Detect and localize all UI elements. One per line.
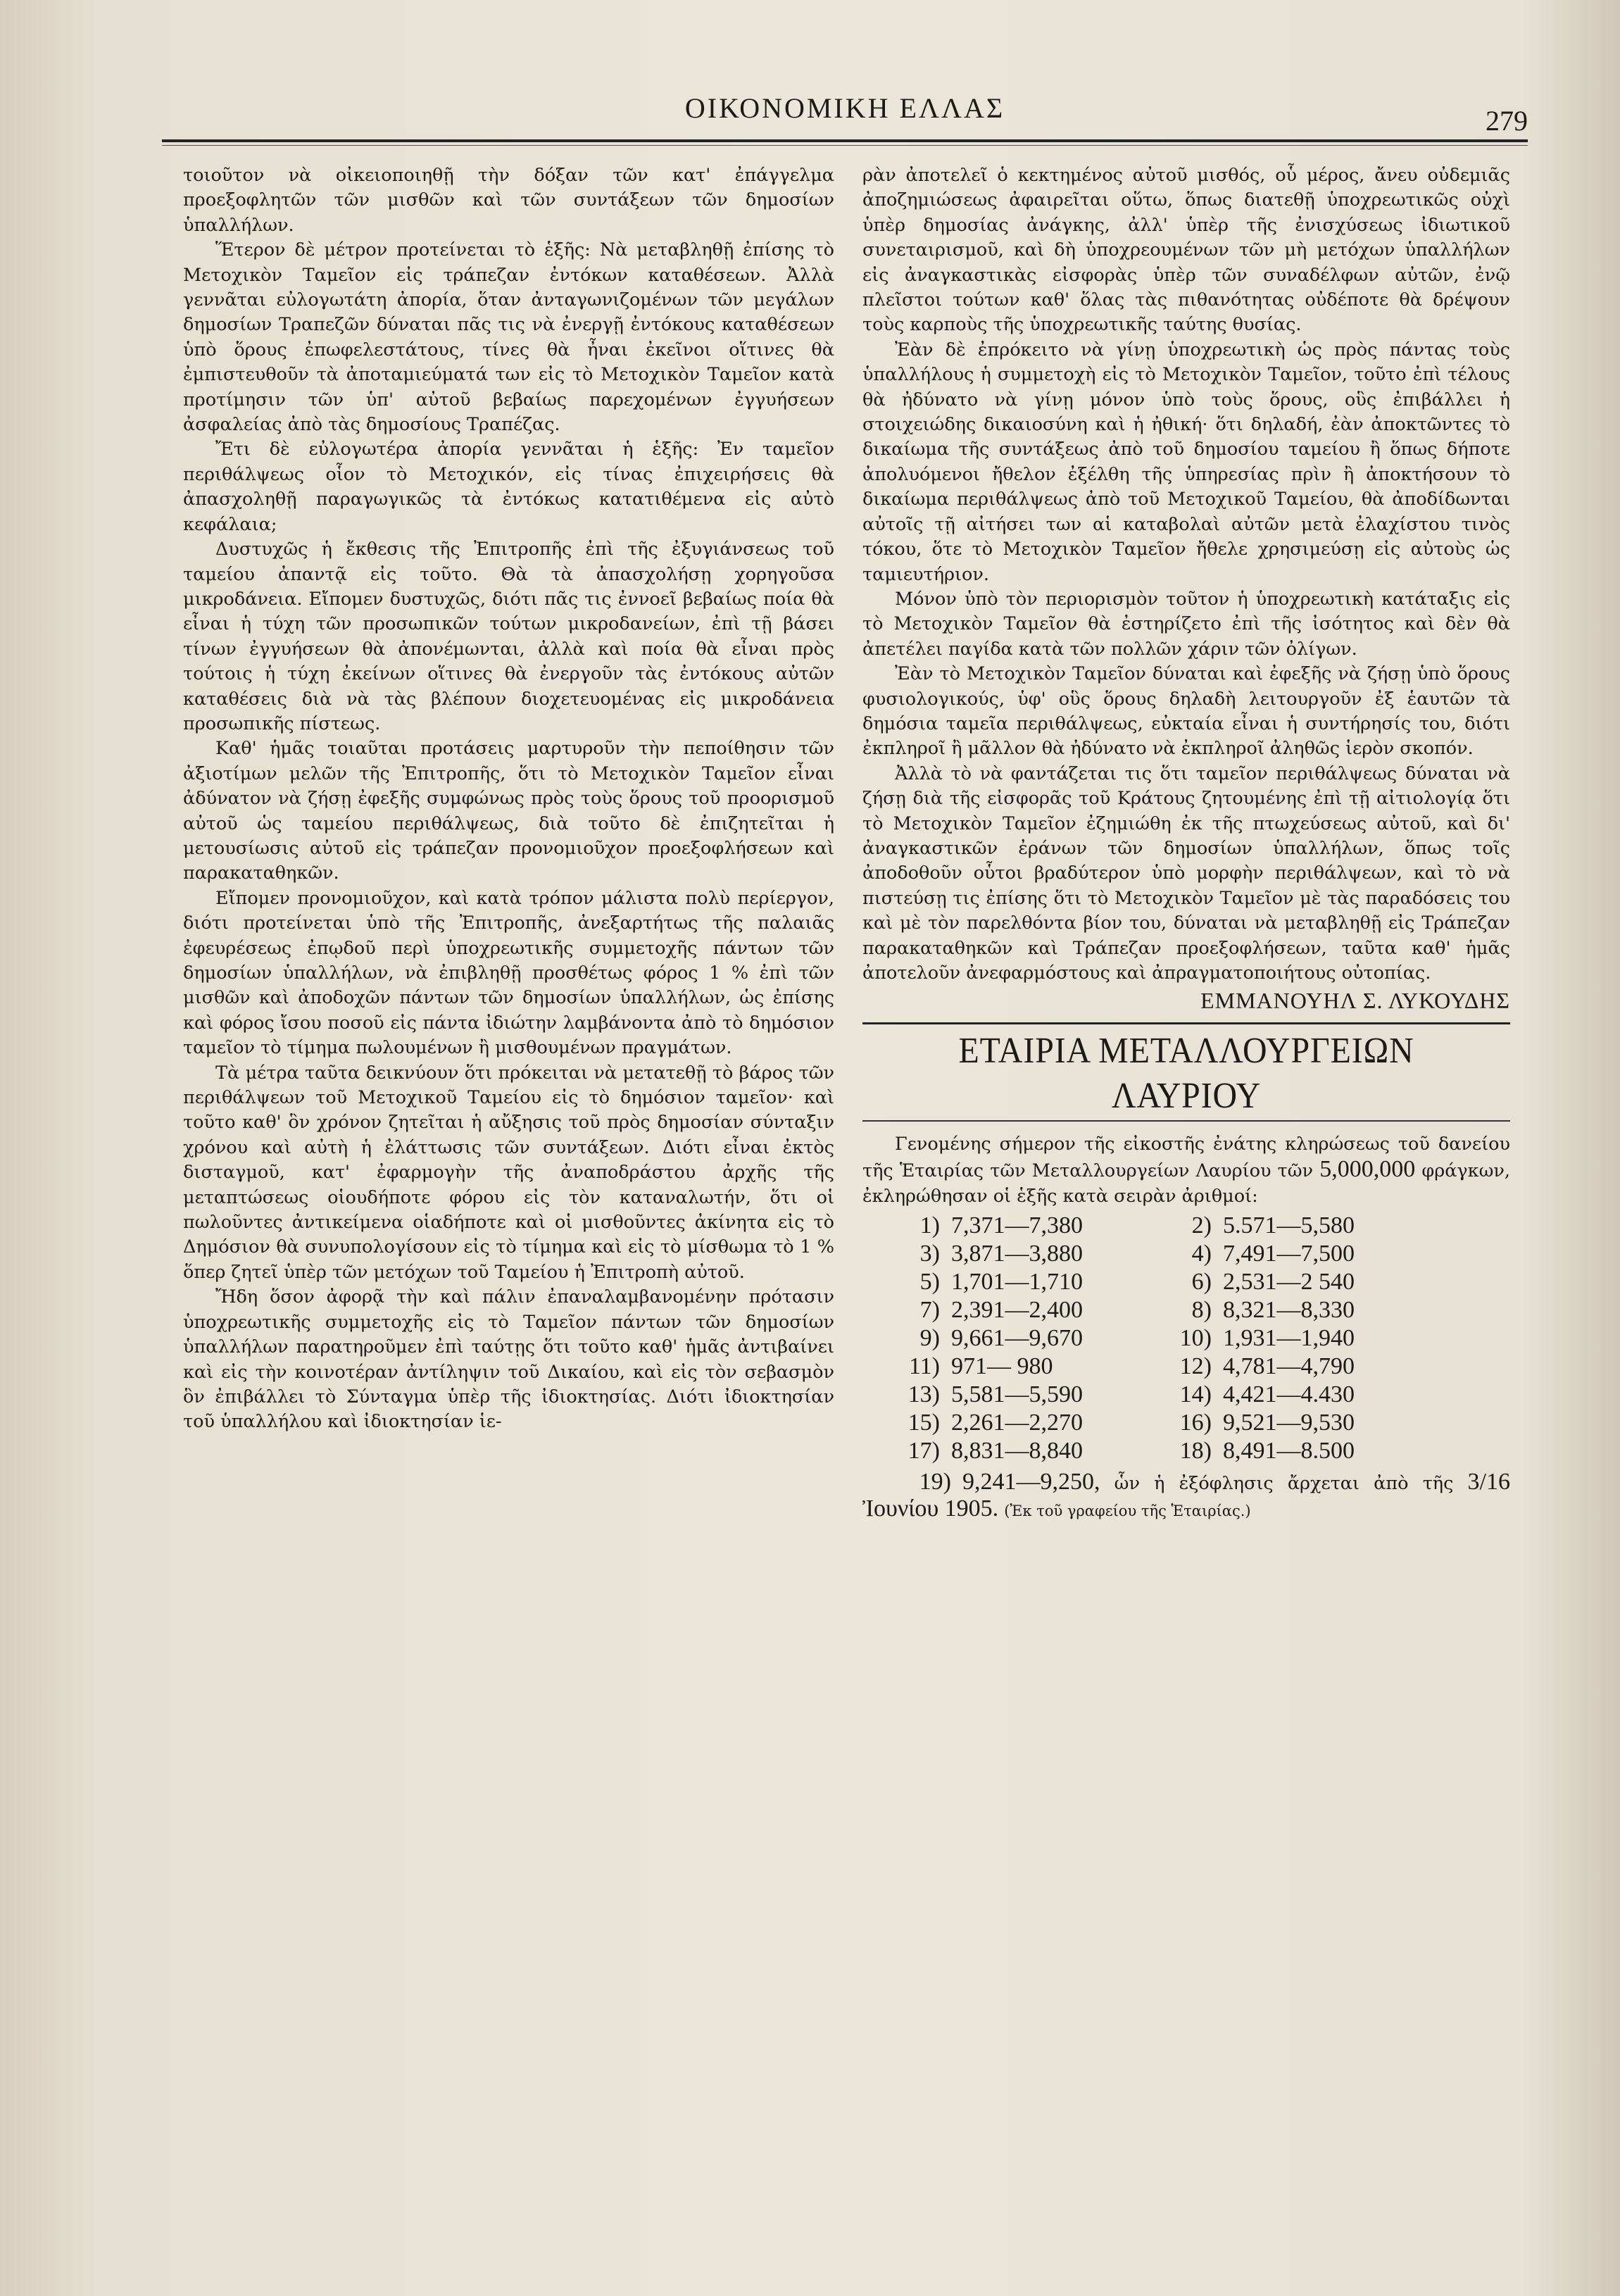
draw-index: 4) (1191, 1240, 1212, 1267)
table-row (891, 1296, 1434, 1324)
table-row (891, 1353, 1434, 1381)
table-row (891, 1268, 1434, 1296)
article-paragraph: Τὰ μέτρα ταῦτα δεικνύουν ὅτι πρόκειται νὰ μετατεθῇ τὸ βάρος τῶν περιθάλψεων τοῦ Μετοχικοῦ Ταμείου εἰς τὸ δημόσιον ταμεῖον· καὶ τοῦτο καθ' ὃν χρόνον ζητεῖται ἡ αὔξησις τοῦ πρὸς δημοσίαν σύνταξιν χρόνου καὶ αὐτὴ ἡ ἐλάττωσις τῶν συντάξεων. Διότι εἶναι ἐκτὸς δισταγμοῦ, κατ' ἐφαρμογὴν τῆς ἀναποδράστου ἀρχῆς τῆς μεταπτώσεως οἱουδήποτε φόρου εἰς τὸν καταναλωτήν, ὅτι οἱ πωλοῦντες ἀντικείμενα οἱαδήποτε καὶ οἱ μισθοῦντες ἀκίνητα εἰς τὸ Δημόσιον θὰ συνυπολογίσουν εἰς τὸ τίμημα καὶ εἰς τὸ μίσθωμα τὸ 1 % ὅπερ ζητεῖ ὑπὲρ τῶν μετόχων τοῦ Ταμείου ἡ Ἐπιτροπὴ αὐτοῦ. (183, 1062, 834, 1283)
article-paragraph: Ἐὰν δὲ ἐπρόκειτο νὰ γίνῃ ὑποχρεωτικὴ ὡς πρὸς πάντας τοὺς ὑπαλλήλους ἡ συμμετοχὴ εἰς τὸ Μετοχικὸν Ταμεῖον, τοῦτο ἐπὶ τέλους θὰ ἠδύνατο νὰ γίνῃ μόνον ὑπὸ τοὺς ὅρους, οὓς ἐπιβάλλει ἡ στοιχειώδης δικαιοσύνη καὶ ἡ ἠθική· ὅτι δηλαδή, ἐὰν ἀποκτῶντες τὸ δικαίωμα τῆς συντάξεως ἀπὸ τοῦ δημοσίου ταμείου ἢ ὅπως δήποτε ἀπολυόμενοι ἤθελον ἐξέλθη τῆς ὑπηρεσίας πρὶν ἢ ἀποκτήσουν τὸ δικαίωμα περιθάλψεως ἀπὸ τοῦ Μετοχικοῦ Ταμείου, θὰ ἀποδίδωνται αὐτοῖς τῇ αἰτήσει των αἱ καταβολαὶ αὐτῶν μετὰ ἐλαχίστου τινὸς τόκου, ὅτε τὸ Μετοχικὸν Ταμεῖον ἤθελε χρησιμεύσῃ εἰς αὐτοὺς ὡς ταμιευτήριον. (862, 339, 1510, 585)
draw-index: 19) (919, 1468, 951, 1495)
redemption-text: ὧν ἡ ἐξόφλησις ἄρχεται ἀπὸ τῆς (1114, 1472, 1454, 1494)
draw-range: 9,661—9,670 (951, 1324, 1083, 1351)
article-paragraph: Εἴπομεν προνομιοῦχον, καὶ κατὰ τρόπον μάλιστα πολὺ περίεργον, διότι προτείνεται ὑπὸ τῆς Ἐπιτροπῆς, ἀνεξαρτήτως τῆς παλαιᾶς ἐφευρέσεως ἐπῳδοῦ περὶ ὑποχρεωτικῆς συμμετοχῆς πάντων τῶν δημοσίων ὑπαλλήλων, νὰ ἐπιβληθῇ προσθέτως φόρος 1 % ἐπὶ τῶν μισθῶν καὶ ἀποδοχῶν πάντων τῶν δημοσίων ὑπαλλήλων, ὡς ἐπίσης καὶ φόρος ἴσου ποσοῦ εἰς πάντα ἰδιώτην λαμβάνοντα ἀπὸ τὸ δημόσιον ταμεῖον τὸ τίμημα πωλουμένων ἢ μισθουμένων πραγμάτων. (183, 887, 834, 1059)
draw-range: 971— 980 (951, 1353, 1053, 1379)
draw-range: 2,531—2 540 (1223, 1268, 1355, 1295)
draw-index: 18) (1179, 1437, 1212, 1464)
draw-range: 1,701—1,710 (951, 1268, 1083, 1295)
table-row (891, 1381, 1434, 1409)
draw-index: 9) (919, 1324, 940, 1351)
draw-range: 2,261—2,270 (951, 1409, 1083, 1436)
header-rule (162, 139, 1528, 142)
header-rule-thin (162, 145, 1528, 146)
draw-index: 16) (1179, 1409, 1212, 1436)
notice-title: ΕΤΑΙΡΙΑ ΜΕΤΑΛΛΟΥΡΓΕΙΩΝ ΛΑΥΡΙΟΥ (958, 1030, 1414, 1116)
draw-range: 8,321—8,330 (1223, 1296, 1355, 1323)
running-title: ΟΙΚΟΝΟΜΙΚΗ ΕΛΛΑΣ (684, 92, 1005, 124)
draw-index: 2) (1191, 1212, 1212, 1238)
draw-range: 3,871—3,880 (951, 1240, 1083, 1267)
right-column (862, 163, 1510, 1524)
draw-index: 11) (908, 1353, 940, 1379)
article-paragraph: Καθ' ἡμᾶς τοιαῦται προτάσεις μαρτυροῦν τὴν πεποίθησιν τῶν ἀξιοτίμων μελῶν τῆς Ἐπιτροπῆς, ὅτι τὸ Μετοχικὸν Ταμεῖον εἶναι ἀδύνατον νὰ ζήσῃ ἐφεξῆς συμφώνως πρὸς τοὺς ὅρους τοῦ προορισμοῦ αὐτοῦ ὡς ταμείου περιθάλψεως, διὰ τοῦτο δὲ ἐπιζητεῖται ἡ μετουσίωσις αὐτοῦ εἰς τράπεζαν προνομιοῦχον προεξοφλήσεων καὶ παρακαταθηκῶν. (183, 738, 834, 884)
draw-index: 8) (1191, 1296, 1212, 1323)
draw-range: 8,831—8,840 (951, 1437, 1083, 1464)
draw-index: 1) (919, 1212, 940, 1238)
drawn-numbers-table (891, 1212, 1434, 1465)
notice-intro-after: φράγκων, ἐκληρώθησαν οἱ ἑξῆς κατὰ σειρὰν ἀριθμοί: (862, 1160, 1511, 1207)
article-paragraph: τοιοῦτον νὰ οἰκειοποιηθῇ τὴν δόξαν τῶν κατ' ἐπάγγελμα προεξοφλητῶν τῶν μισθῶν καὶ τῶν συντάξεων τῶν δημοσίων ὑπαλλήλων. (183, 165, 834, 236)
page-header (162, 84, 1528, 148)
article-paragraph: Ἕτερον δὲ μέτρον προτείνεται τὸ ἑξῆς: Νὰ μεταβληθῇ ἐπίσης τὸ Μετοχικὸν Ταμεῖον εἰς τράπεζαν ἐντόκων καταθέσεων. Ἀλλὰ γεννᾶται εὐλογωτάτη ἀπορία, ὅταν ἀνταγωνιζομένων τῶν μεγάλων δημοσίων Τραπεζῶν δύναται πᾶς τις νὰ ἐνεργῇ ἐντόκους καταθέσεων ὑπὸ ὅρους ἐπωφελεστάτους, τίνες θὰ ἦναι ἐκεῖνοι οἵτινες θὰ ἐμπιστευθοῦν τὰ ἀποταμιεύματά των εἰς τὸ Μετοχικὸν Ταμεῖον κατὰ προτίμησιν τῶν ὑπ' αὐτοῦ βεβαίως παρεχομένων ἐγγυήσεων ἀσφαλείας ἀπὸ τὰς δημοσίους Τραπέζας. (183, 239, 834, 436)
article-paragraph: Ἐὰν τὸ Μετοχικὸν Ταμεῖον δύναται καὶ ἐφεξῆς νὰ ζήσῃ ὑπὸ ὅρους φυσιολογικούς, ὑφ' οὓς ὅρους δηλαδὴ λειτουργοῦν ἐξ ἑαυτῶν τὰ δημόσια ταμεῖα περιθάλψεως, εὐκταία εἶναι ἡ συντήρησίς του, διότι ἐκπληροῖ ἢ μᾶλλον θὰ ἠδύνατο νὰ ἐκπληροῖ ἀληθῶς ἱερὸν σκοπόν. (862, 663, 1510, 760)
draw-range: 1,931—1,940 (1223, 1324, 1355, 1351)
table-row (891, 1437, 1434, 1465)
author-signature: ΕΜΜΑΝΟΥΗΛ Σ. ΛΥΚΟΥΔΗΣ (1200, 988, 1510, 1014)
notice-intro (862, 1131, 1510, 1209)
draw-range: 8,491—8.500 (1223, 1437, 1355, 1464)
article-paragraph: ρὰν ἀποτελεῖ ὁ κεκτημένος αὐτοῦ μισθός, οὗ μέρος, ἄνευ οὐδεμιᾶς ἀποζημιώσεως ἀφαιρεῖται οὕτω, ὅπως διατεθῇ ὑποχρεωτικῶς οὐχὶ ὑπὲρ δημοσίας ἀνάγκης, ἀλλ' ὑπὲρ τῆς ἐνισχύσεως ἰδιωτικοῦ συνεταιρισμοῦ, καὶ δὴ ὑποχρεουμένων τῶν μὴ μετόχων ὑπαλλήλων εἰς ἀναγκαστικὰς εἰσφορὰς ὑπὲρ τῶν συναδέλφων αὐτῶν, ἐνῷ πλεῖστοι τούτων καθ' ὅλας τὰς πιθανότητας οὐδέποτε θὰ δρέψουν τοὺς καρποὺς τῆς ὑποχρεωτικῆς ταύτης θυσίας. (862, 165, 1510, 336)
draw-index: 6) (1191, 1268, 1212, 1295)
notice-source: (Ἐκ τοῦ γραφείου τῆς Ἑταιρίας.) (1004, 1502, 1251, 1519)
draw-range: 9,241—9,250, (962, 1468, 1100, 1495)
draw-index: 17) (908, 1437, 940, 1464)
draw-index: 5) (919, 1268, 940, 1295)
draw-range: 2,391—2,400 (951, 1296, 1083, 1323)
lottery-notice (862, 1022, 1510, 1524)
final-draw-line (862, 1469, 1510, 1524)
draw-range: 7,371—7,380 (951, 1212, 1083, 1238)
loan-amount: 5,000,000 (1319, 1155, 1416, 1182)
draw-index: 3) (919, 1240, 940, 1267)
article-paragraph: Ἔτι δὲ εὐλογωτέρα ἀπορία γεννᾶται ἡ ἑξῆς: Ἐν ταμεῖον περιθάλψεως οἷον τὸ Μετοχικόν, εἰς τίνας ἐπιχειρήσεις θὰ ἀπασχοληθῇ παραγωγικῶς τὰ ἐντόκως κατατιθέμενα εἰς αὐτὸ κεφάλαια; (183, 439, 834, 535)
table-row (891, 1324, 1434, 1353)
draw-index: 7) (919, 1296, 940, 1323)
redemption-date: 3/16 Ἰουνίου 1905. (862, 1468, 1510, 1522)
draw-range: 4,781—4,790 (1223, 1353, 1355, 1379)
draw-range: 5.571—5,580 (1223, 1212, 1355, 1238)
article-paragraph: Ἀλλὰ τὸ νὰ φαντάζεται τις ὅτι ταμεῖον περιθάλψεως δύναται νὰ ζήσῃ διὰ τῆς εἰσφορᾶς τοῦ Κράτους ζητουμένης ἐπὶ τῇ αἰτιολογίᾳ ὅτι τὸ Μετοχικὸν Ταμεῖον ἐζημιώθη ἐκ τῆς πτωχεύσεως αὐτοῦ, καὶ δι' ἀναγκαστικῶν ἐράνων τῶν δημοσίων ὑπαλλήλων, ὅπως τοῖς ἀποδοθοῦν οὗτοι βραδύτερον ὑπὸ μορφὴν περιθάλψεων, καὶ τὸ νὰ πιστεύσῃ τις ἐπίσης ὅτι τὸ Μετοχικὸν Ταμεῖον μὲ τὰς παραδόσεις του καὶ μὲ τὸν παρελθόντα βίον του, δύναται νὰ μεταβληθῇ εἰς Τράπεζαν παρακαταθηκῶν καὶ Τράπεζαν προεξοφλήσεων, ταῦτα καθ' ἡμᾶς ἀποτελοῦν ἀνεφαρμόστους καὶ ἀπραγματοποιήτους οὐτοπίας. (862, 763, 1510, 984)
table-row (891, 1212, 1434, 1240)
left-column (183, 163, 834, 1435)
table-row (891, 1409, 1434, 1437)
draw-range: 7,491—7,500 (1223, 1240, 1355, 1267)
draw-range: 9,521—9,530 (1223, 1409, 1355, 1436)
table-row (891, 1240, 1434, 1268)
page-number: 279 (1486, 105, 1528, 137)
notice-intro-before: Γενομένης σήμερον τῆς εἰκοστῆς ἐνάτης κληρώσεως τοῦ δανείου τῆς Ἑταιρίας τῶν Μεταλλουργείων Λαυρίου τῶν (862, 1133, 1510, 1181)
draw-index: 12) (1179, 1353, 1212, 1379)
draw-index: 15) (908, 1409, 940, 1436)
article-paragraph: Μόνον ὑπὸ τὸν περιορισμὸν τοῦτον ἡ ὑποχρεωτικὴ κατάταξις εἰς τὸ Μετοχικὸν Ταμεῖον θὰ ἐστηρίζετο ἐπὶ τῆς ἰσότητος καὶ δὲν θὰ ἀπετέλει παγίδα κατὰ τῶν πολλῶν χάριν τῶν ὀλίγων. (862, 588, 1510, 660)
draw-range: 4,421—4.430 (1223, 1381, 1355, 1407)
draw-index: 14) (1179, 1381, 1212, 1407)
notice-rule-top (862, 1022, 1510, 1024)
article-paragraph: Δυστυχῶς ἡ ἔκθεσις τῆς Ἐπιτροπῆς ἐπὶ τῆς ἐξυγιάνσεως τοῦ ταμείου ἀπαντᾷ εἰς τοῦτο. Θὰ τὰ ἀπασχολήσῃ χορηγοῦσα μικροδάνεια. Εἴπομεν δυστυχῶς, διότι πᾶς τις ἐννοεῖ βεβαίως ποία θὰ εἶναι ἡ τύχη τῶν προσωπικῶν τούτων μικροδανείων, ἐπὶ τῇ βάσει τίνων ἐγγυήσεων θὰ ἀπονέμωνται, ἀλλὰ καὶ ποία θὰ εἶναι πρὸς τούτοις ἡ τύχη ἐκείνων οἵτινες θὰ ἐνεργοῦν τὰς ἐντόκους αὐτῶν καταθέσεις διὰ νὰ τὰς βλέπουν διοχετευομένας εἰς μικροδάνεια προσωπικῆς πίστεως. (183, 539, 834, 734)
draw-range: 5,581—5,590 (951, 1381, 1083, 1407)
notice-rule-bottom (862, 1120, 1510, 1122)
draw-index: 13) (908, 1381, 940, 1407)
draw-index: 10) (1179, 1324, 1212, 1351)
article-paragraph: Ἤδη ὅσον ἀφορᾷ τὴν καὶ πάλιν ἐπαναλαμβανομένην πρότασιν ὑποχρεωτικῆς συμμετοχῆς εἰς τὸ Ταμεῖον πάντων τῶν δημοσίων ὑπαλλήλων παρατηροῦμεν ἐπὶ ταύτῃς ὅτι τοῦτο καθ' ἡμᾶς ἀντιβαίνει καὶ εἰς τὴν κοινοτέραν ἀντίληψιν τοῦ Δικαίου, καὶ εἰς τὸν σεβασμὸν ὃν ἐπιβάλλει τὸ Σύνταγμα ὑπὲρ τῆς ἰδιοκτησίας. Διότι ἰδιοκτησίαν τοῦ ὑπαλλήλου καὶ ἰδιοκτησίαν ἱε- (183, 1286, 834, 1433)
